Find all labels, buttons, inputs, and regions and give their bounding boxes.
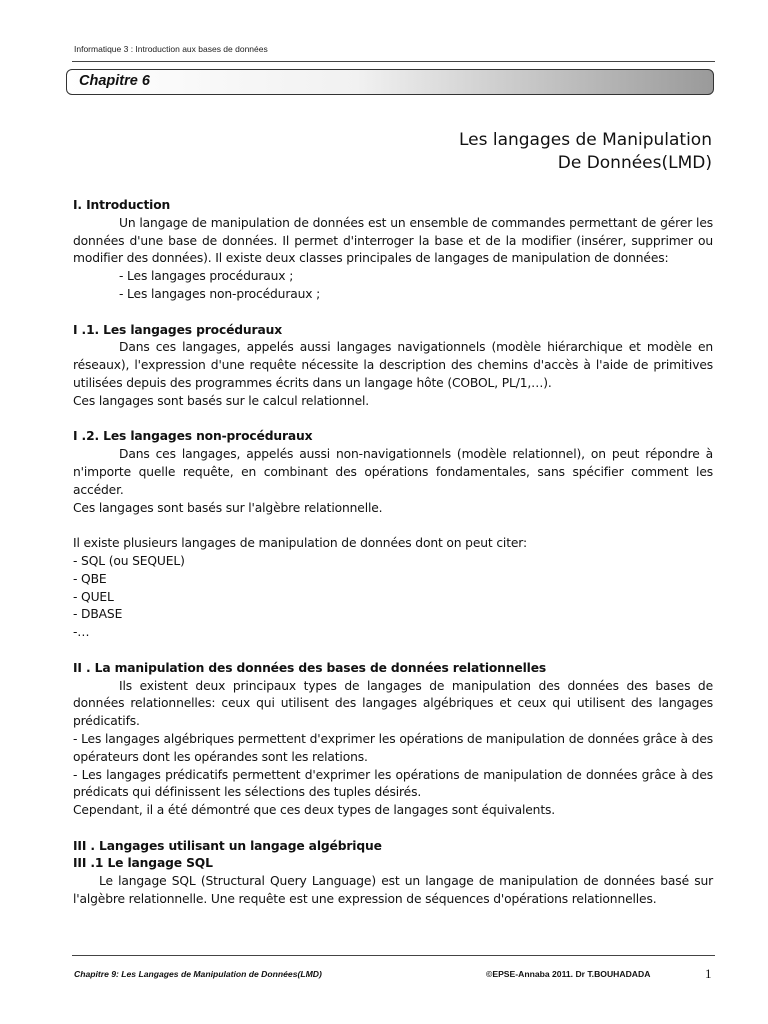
footer-chapter-title: Chapitre 9: Les Langages de Manipulation de Données(LMD) [74, 969, 322, 979]
section-heading: I .2. Les langages non-procéduraux [73, 429, 313, 444]
paragraph: Dans ces langages, appelés aussi non-navigationnels (modèle relationnel), on peut répondre à n'importe quelle requête, en combinant des opérations fondamentales, sans spécifier comment les accéder. [73, 447, 713, 497]
footer-copyright: ©EPSE-Annaba 2011. Dr T.BOUHADADA [486, 969, 651, 979]
header-rule [72, 61, 715, 62]
document-body [73, 197, 713, 909]
section-heading: I .1. Les langages procéduraux [73, 322, 282, 337]
footer-rule [72, 955, 715, 956]
paragraph: Le langage SQL (Structural Query Language) est un langage de manipulation de données basé sur l'algèbre relationnelle. Une requête est une expression de séquences d'opérations relationnelles. [73, 874, 713, 907]
list-item: - SQL (ou SEQUEL) [73, 553, 185, 568]
section-heading: I. Introduction [73, 198, 171, 212]
running-header: Informatique 3 : Introduction aux bases de données [74, 44, 268, 54]
paragraph: - Les langages algébriques permettent d'exprimer les opérations de manipulation de données grâce à des opérateurs dont les opérandes sont les relations. [73, 731, 713, 764]
list-item: - Les langages non-procéduraux ; [119, 286, 321, 301]
page-number: 1 [705, 966, 712, 981]
paragraph: - Les langages prédicatifs permettent d'exprimer les opérations de manipulation de données grâce à des prédicats qui définissent les sélections des tuples désirés. [73, 767, 713, 800]
paragraph: Ces langages sont basés sur le calcul relationnel. [73, 393, 370, 408]
paragraph: Un langage de manipulation de données est un ensemble de commandes permettant de gérer les données d'une base de données. Il permet d'interroger la base et de la modifier (insérer, supprimer ou modifier des données). Il existe deux classes principales de langages de manipulation de données: [73, 215, 713, 266]
paragraph: Ils existent deux principaux types de langages de manipulation des données des bases de données relationnelles: ceux qui utilisent des langages algébriques et ceux qui utilisent des langages prédicatifs. [73, 678, 713, 729]
section-heading: III . Langages utilisant un langage algébrique [73, 838, 382, 853]
paragraph: Ces langages sont basés sur l'algèbre relationnelle. [73, 500, 383, 515]
paragraph: Il existe plusieurs langages de manipulation de données dont on peut citer: [73, 536, 527, 551]
list-item: - DBASE [73, 607, 123, 622]
paragraph: Dans ces langages, appelés aussi langages navigationnels (modèle hiérarchique et modèle en réseaux), l'expression d'une requête nécessite la description des chemins d'accès à l'aide de primitives utilisées depuis des programmes écrits dans un langage hôte (COBOL, PL/1,…). [73, 340, 713, 390]
list-item: - Les langages procéduraux ; [119, 269, 294, 284]
section-heading: II . La manipulation des données des bases de données relationnelles [73, 660, 547, 675]
paragraph: Cependant, il a été démontré que ces deux types de langages sont équivalents. [73, 803, 556, 818]
list-item: - QBE [73, 571, 107, 586]
title-line-1: Les langages de Manipulation [458, 130, 712, 150]
chapter-label: Chapitre 6 [79, 73, 150, 89]
title-line-2: De Données(LMD) [557, 153, 712, 173]
subsection-heading: III .1 Le langage SQL [73, 856, 213, 871]
list-item: - QUEL [73, 589, 114, 604]
page-title [212, 129, 712, 175]
chapter-banner [66, 69, 714, 95]
list-item: -… [73, 625, 90, 640]
